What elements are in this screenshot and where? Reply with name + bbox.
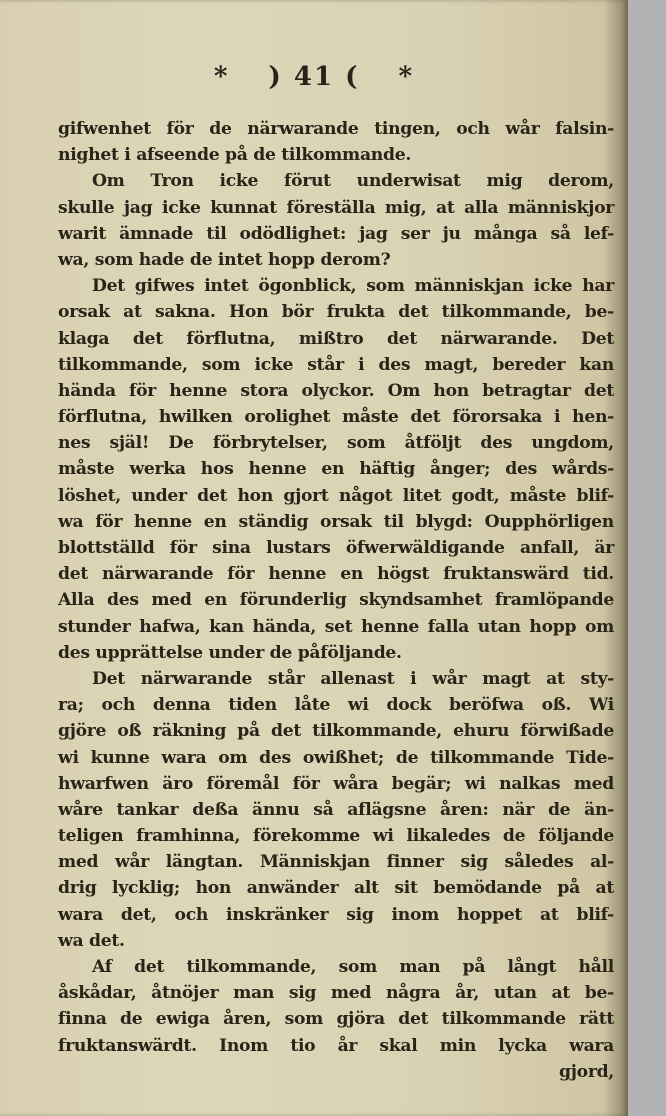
text-line: nighet i afseende på de tilkommande. [58,145,412,166]
text-line: nes själ! De förbrytelser, som åtföljt des ungdom, [58,433,614,454]
text-line: wara det, och inskränker sig inom hoppet at blif- [58,904,614,925]
text-line: stunder hafwa, kan hända, set henne falla utan hopp om [58,616,614,637]
text-line: åskådar, åtnöjer man sig med några år, utan at be- [58,983,614,1004]
text-line: gjord, [559,1061,614,1082]
text-line: wa det. [58,930,125,951]
text-line: wi kunne wara om des owißhet; de tilkommande Tide- [58,747,614,768]
text-line: wåre tankar deßa ännu så aflägsne åren: när de än- [58,799,614,820]
text-line: Om Tron icke förut underwisat mig derom, [92,171,614,192]
text-line: wa, som hade de intet hopp derom? [58,249,391,270]
text-line: gjöre oß räkning på det tilkommande, ehuru förwißade [58,721,614,742]
text-line: hwarfwen äro föremål för wåra begär; wi nalkas med [58,773,614,794]
text-line: finna de ewiga åren, som gjöra det tilkommande rätt [58,1009,614,1030]
text-line: ra; och denna tiden låte wi dock beröfwa oß. Wi [58,695,614,716]
text-line: Det gifwes intet ögonblick, som människjan icke har [92,276,614,297]
text-line: fruktanswärdt. Inom tio år skal min lycka wara [58,1035,614,1056]
page-body-text [58,116,614,1085]
text-line: måste werka hos henne en häftig ånger; des wårds- [58,459,614,480]
text-line: blottställd för sina lustars öfwerwäldigande anfall, är [58,538,614,558]
text-line: Af det tilkommande, som man på långt håll [92,957,614,977]
text-line: det närwarande för henne en högst fruktanswärd tid. [58,564,614,585]
text-line: hända för henne stora olyckor. Om hon betragtar det [58,380,614,401]
text-line: skulle jag icke kunnat föreställa mig, at alla människjor [58,197,614,218]
text-line: gifwenhet för de närwarande tingen, och wår falsin- [58,119,614,139]
text-line: löshet, under det hon gjort något litet godt, måste blif- [58,485,614,506]
page-header [0,62,628,92]
page-number: ) 41 ( [268,62,360,92]
text-line: förflutna, hwilken orolighet måste det förorsaka i hen- [58,407,614,428]
text-line: med wår längtan. Människjan finner sig således al- [58,852,614,873]
text-line: Det närwarande står allenast i wår magt at sty- [92,668,614,689]
text-line: Alla des med en förunderlig skyndsamhet framlöpande [58,590,614,611]
text-line: warit ämnade til odödlighet: jag ser ju många så lef- [58,223,614,244]
text-line: tilkommande, som icke står i des magt, bereder kan [58,354,614,375]
ornament-right: * [398,62,415,92]
ornament-left: * [213,62,230,92]
text-line: drig lycklig; hon anwänder alt sit bemödande på at [58,878,614,899]
text-line: teligen framhinna, förekomme wi likaledes de följande [58,826,614,847]
text-line: des upprättelse under de påföljande. [58,642,402,663]
text-line: wa för henne en ständig orsak til blygd: Oupphörligen [58,511,614,532]
text-line: klaga det förflutna, mißtro det närwarande. Det [58,328,614,349]
text-line: orsak at sakna. Hon bör frukta det tilkommande, be- [58,302,614,323]
